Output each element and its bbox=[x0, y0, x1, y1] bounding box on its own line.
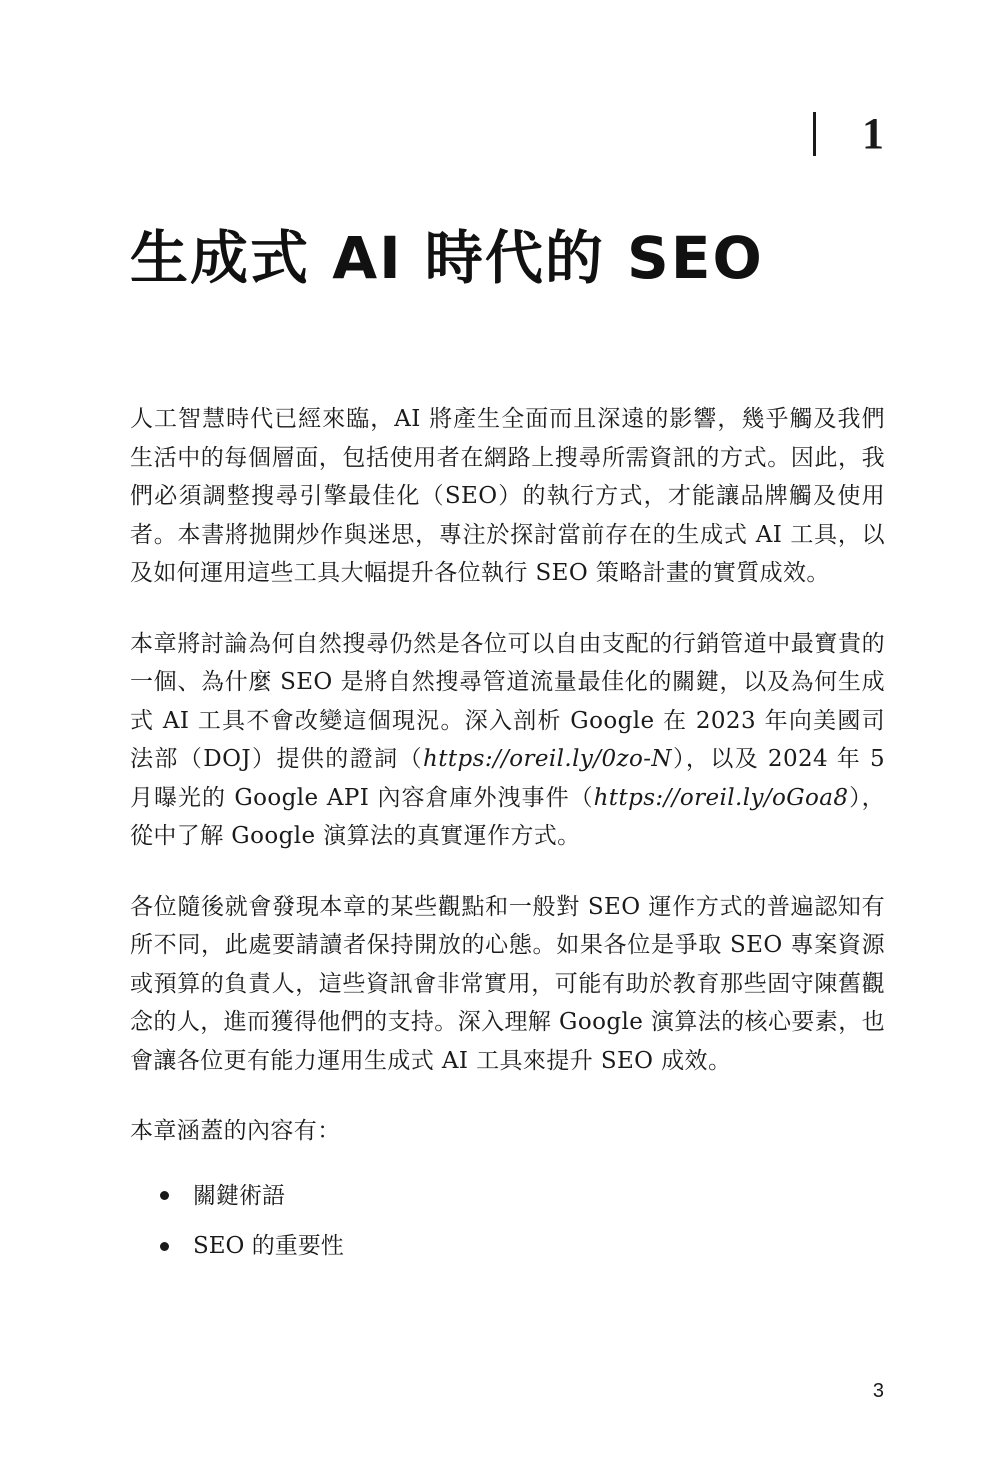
paragraph-text-segment: ），以及 2024 年 5 月曝光的 Google API 內容倉庫外洩事件（ bbox=[130, 746, 885, 811]
chapter-body bbox=[130, 400, 885, 1278]
chapter-number: 1 bbox=[862, 109, 884, 158]
api-leak-link[interactable]: https://oreil.ly/oGoa8 bbox=[593, 784, 849, 811]
doj-testimony-link[interactable]: https://oreil.ly/0zo-N bbox=[423, 746, 672, 772]
paragraph-topics-intro: 本章涵蓋的內容有： bbox=[130, 1118, 341, 1144]
chapter-title: 生成式 AI 時代的 SEO bbox=[130, 224, 764, 292]
chapter-divider-bar bbox=[813, 112, 816, 156]
bullet-icon bbox=[160, 1242, 169, 1251]
paragraph-text-segment: 本章將討論為何自然搜尋仍然是各位可以自由支配的行銷管道中最寶貴的一個、為什麼 SEO 是將自然搜尋管道流量最佳化的關鍵，以及為何生成式 AI 工具不會改變這個現況。深入剖析 Google 在 2023 年向美國司法部（DOJ）提供的證詞（ bbox=[130, 630, 885, 772]
list-item-label: 關鍵術語 bbox=[193, 1182, 285, 1209]
paragraph-intro: 人工智慧時代已經來臨，AI 將產生全面而且深遠的影響，幾乎觸及我們生活中的每個層面，包括使用者在網路上搜尋所需資訊的方式。因此，我們必須調整搜尋引擎最佳化（SEO）的執行方式，才能讓品牌觸及使用者。本書將拋開炒作與迷思，專注於探討當前存在的生成式 AI 工具，以及如何運用這些工具大幅提升各位執行 SEO 策略計畫的實質成效。 bbox=[130, 406, 885, 586]
list-item bbox=[130, 1227, 885, 1266]
list-item bbox=[130, 1177, 885, 1216]
list-item-label: SEO 的重要性 bbox=[193, 1233, 344, 1259]
paragraph-open-mind: 各位隨後就會發現本章的某些觀點和一般對 SEO 運作方式的普遍認知有所不同，此處要請讀者保持開放的心態。如果各位是爭取 SEO 專案資源或預算的負責人，這些資訊會非常實用，可能有助於教育那些固守陳舊觀念的人，進而獲得他們的支持。深入理解 Google 演算法的核心要素，也會讓各位更有能力運用生成式 AI 工具來提升 SEO 成效。 bbox=[130, 893, 885, 1074]
page-number: 3 bbox=[872, 1380, 884, 1402]
chapter-marker bbox=[813, 110, 884, 158]
paragraph-text-segment: ），從中了解 Google 演算法的真實運作方式。 bbox=[130, 784, 885, 849]
bullet-icon bbox=[160, 1191, 169, 1200]
topics-list bbox=[130, 1177, 885, 1266]
paragraph-chapter-overview bbox=[130, 625, 885, 856]
